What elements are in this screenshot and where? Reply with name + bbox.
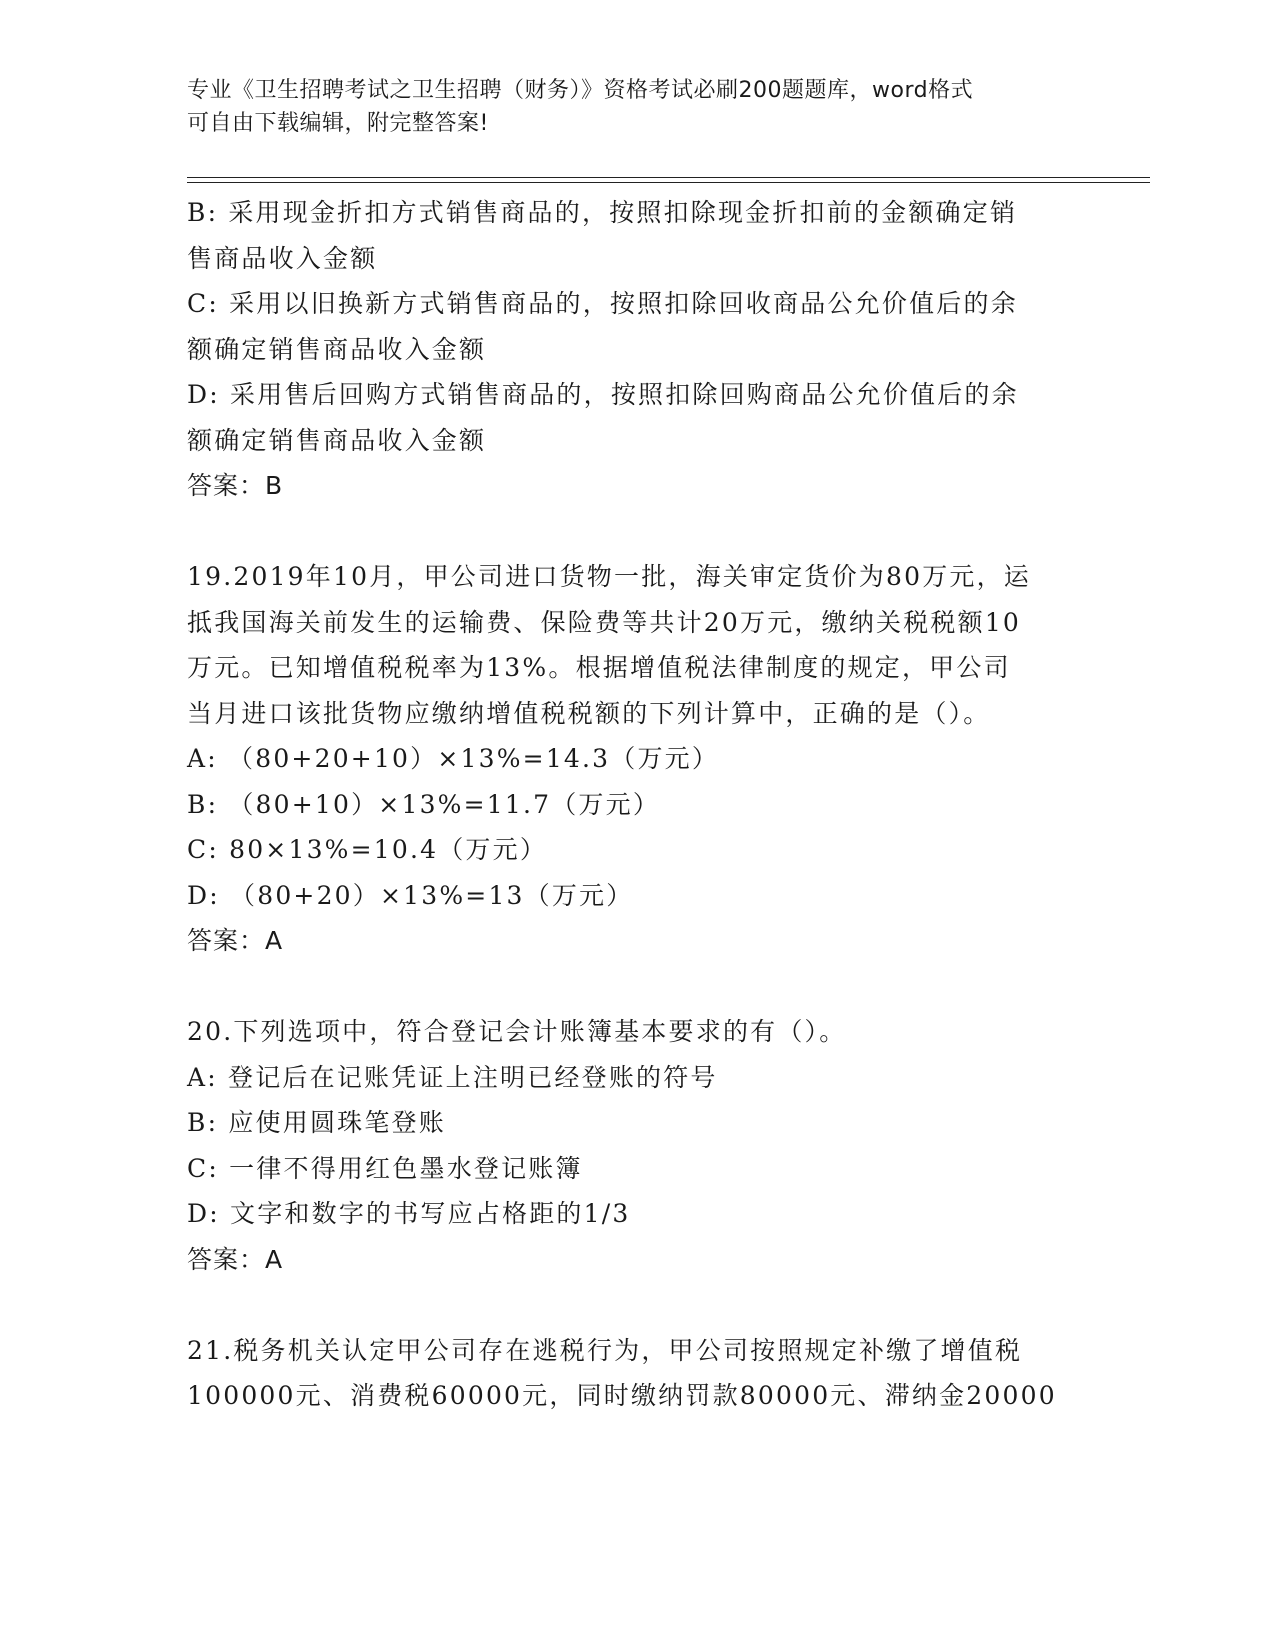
header-line-1: 专业《卫生招聘考试之卫生招聘（财务）》资格考试必刷200题题库，word格式	[187, 78, 974, 103]
q19-stem-line-3: 万元。已知增值税税率为13%。根据增值税法律制度的规定，甲公司	[187, 653, 1011, 682]
q18-option-b-line-2: 售商品收入金额	[187, 243, 378, 273]
header-line-2: 可自由下载编辑，附完整答案!	[187, 111, 489, 136]
question-21-block	[187, 1328, 1087, 1419]
q18-answer: 答案：B	[187, 471, 284, 500]
q19-stem-line-2: 抵我国海关前发生的运输费、保险费等共计20万元，缴纳关税税额10	[187, 607, 1022, 637]
spacer	[187, 1282, 1087, 1328]
spacer	[187, 509, 1087, 555]
q18-option-c-line-2: 额确定销售商品收入金额	[187, 334, 487, 364]
q19-option-a: A: （80+20+10）×13%=14.3（万元）	[187, 744, 720, 773]
document-header	[187, 74, 1067, 140]
q19-option-b: B: （80+10）×13%=11.7（万元）	[187, 789, 661, 819]
q21-stem-line-1: 21.税务机关认定甲公司存在逃税行为，甲公司按照规定补缴了增值税	[187, 1335, 1023, 1365]
q20-option-c: C: 一律不得用红色墨水登记账簿	[187, 1153, 583, 1183]
q20-option-d: D: 文字和数字的书写应占格距的1/3	[187, 1199, 631, 1228]
q18-option-d-line-1: D: 采用售后回购方式销售商品的，按照扣除回购商品公允价值后的余	[187, 380, 1019, 409]
q18-option-b-line-1: B: 采用现金折扣方式销售商品的，按照扣除现金折扣前的金额确定销	[187, 198, 1018, 227]
q19-option-d: D: （80+20）×13%=13（万元）	[187, 880, 634, 910]
q19-stem-line-4: 当月进口该批货物应缴纳增值税税额的下列计算中，正确的是（）。	[187, 698, 991, 728]
question-content	[187, 190, 1087, 1419]
q20-option-a: A: 登记后在记账凭证上注明已经登账的符号	[187, 1062, 718, 1092]
q18-option-c-line-1: C: 采用以旧换新方式销售商品的，按照扣除回收商品公允价值后的余	[187, 289, 1018, 318]
header-divider-bottom	[187, 182, 1150, 183]
q20-answer: 答案：A	[187, 1244, 284, 1274]
spacer	[187, 964, 1087, 1010]
question-18-block	[187, 190, 1087, 509]
q19-option-c: C: 80×13%=10.4（万元）	[187, 835, 548, 864]
header-divider-top	[187, 177, 1150, 178]
question-20-block	[187, 1009, 1087, 1282]
q18-option-d-line-2: 额确定销售商品收入金额	[187, 425, 487, 455]
question-19-block	[187, 554, 1087, 964]
q21-stem-line-2: 100000元、消费税60000元，同时缴纳罚款80000元、滞纳金20000	[187, 1381, 1057, 1410]
q20-option-b: B: 应使用圆珠笔登账	[187, 1108, 446, 1137]
q19-stem-line-1: 19.2019年10月，甲公司进口货物一批，海关审定货价为80万元，运	[187, 562, 1032, 591]
q20-stem: 20.下列选项中，符合登记会计账簿基本要求的有（）。	[187, 1017, 847, 1046]
q19-answer: 答案：A	[187, 926, 284, 955]
